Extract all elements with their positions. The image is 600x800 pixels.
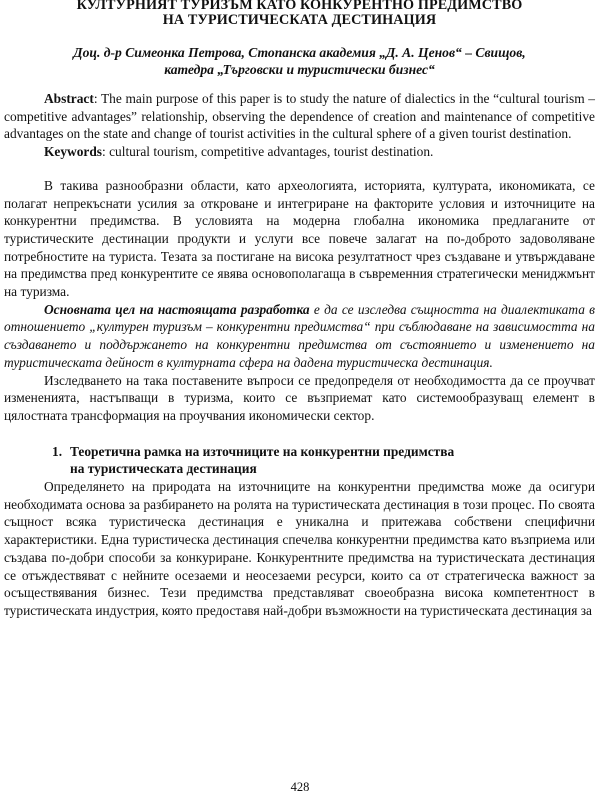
- body-paragraph-3: Изследването на така поставените въпроси се предопределя от необходимостта да се проучват измененията, настъпващи в туризма, които се възприемат като системообразуващ елемент в цялостната трансформация на проучвания икономически сектор.: [4, 372, 595, 423]
- page-number: 428: [290, 780, 310, 794]
- author-line-2: катедра „Търговски и туристически бизнес“: [164, 62, 435, 77]
- title-line-2: НА ТУРИСТИЧЕСКАТА ДЕСТИНАЦИЯ: [162, 12, 437, 28]
- abstract-text: : The main purpose of this paper is to study the nature of dialectics in the “cultural tourism – competitive advantages” relationship, observing the dependence of creation and maintenance of competitive advantages on the state and change of tourist activities in the cultural sphere of a given tourist destination.: [4, 91, 595, 142]
- keywords-paragraph: [4, 143, 595, 161]
- body-paragraph-2: [4, 301, 595, 372]
- abstract-label: Abstract: [44, 91, 94, 106]
- paper-title: [4, 0, 595, 28]
- title-line-1: КУЛТУРНИЯТ ТУРИЗЪМ КАТО КОНКУРЕНТНО ПРЕДИМСТВО: [76, 0, 523, 13]
- section-1-number: 1.: [52, 443, 63, 459]
- spacer: [4, 161, 595, 177]
- aim-text: е да се изследва същността на диалектиката в отношението „културен туризъм – конкурентни предимства“ при съблюдаване на зависимостта на създаването и поддържането на конкурентни предимства от състоянието и изменението на туристическата дейност в културната сфера на дадена туристическа дестинация.: [4, 301, 595, 370]
- keywords-label: Keywords: [44, 144, 103, 160]
- body-paragraph-1: В такива разнообразни области, като археологията, историята, културата, икономиката, се полагат непрекъснати усилия за откроване и интегриране на факторите условия и източниците на конкурентни предимства. В условията на модерна глобална икономика предлаганите от туристическите дестинации продукти и услуги все повече залагат на по-доброто задоволяване потребностите на туриста. Тезата за постигане на висока резултатност чрез създаване и утвърждаване на предимства пред конкурентите се явява основополагаща в съвременния стратегически мениджмънт на туризма.: [4, 177, 595, 300]
- abstract-paragraph: [4, 90, 595, 143]
- section-1-heading-line-2: на туристическата дестинация: [70, 461, 257, 477]
- section-1-heading: [4, 443, 595, 478]
- keywords-text: : cultural tourism, competitive advantages, tourist destination.: [102, 144, 434, 160]
- section-1-heading-line-1: Теоретична рамка на източниците на конкурентни предимства: [70, 443, 455, 459]
- aim-lead: Основната цел на настоящата разработка: [44, 301, 310, 317]
- author-affiliation: [4, 44, 595, 78]
- author-line-1: Доц. д-р Симеонка Петрова, Стопанска академия „Д. А. Ценов“ – Свищов,: [73, 45, 526, 60]
- section-1-paragraph: Определянето на природата на източниците на конкурентни предимства може да осигури необходимата основа за разбирането на ролята на туристическата дестинация в този процес. По своята същност всяка туристическа дестинация е уникална и притежава собствени специфични характеристики. Една туристическа дестинация спечелва конкурентни предимства като възприема или създава по-добри способи за конкуриране. Конкурентните предимства на туристическата дестинация се отъждествяват с нейните осезаеми и неосезаеми ресурси, които са от стратегическа важност за осъществявания бизнес. Тези предимства представляват своеобразна висока компетентност в туристическата индустрия, която предоставя най-добри възможности на туристическата дестинация за: [4, 479, 595, 618]
